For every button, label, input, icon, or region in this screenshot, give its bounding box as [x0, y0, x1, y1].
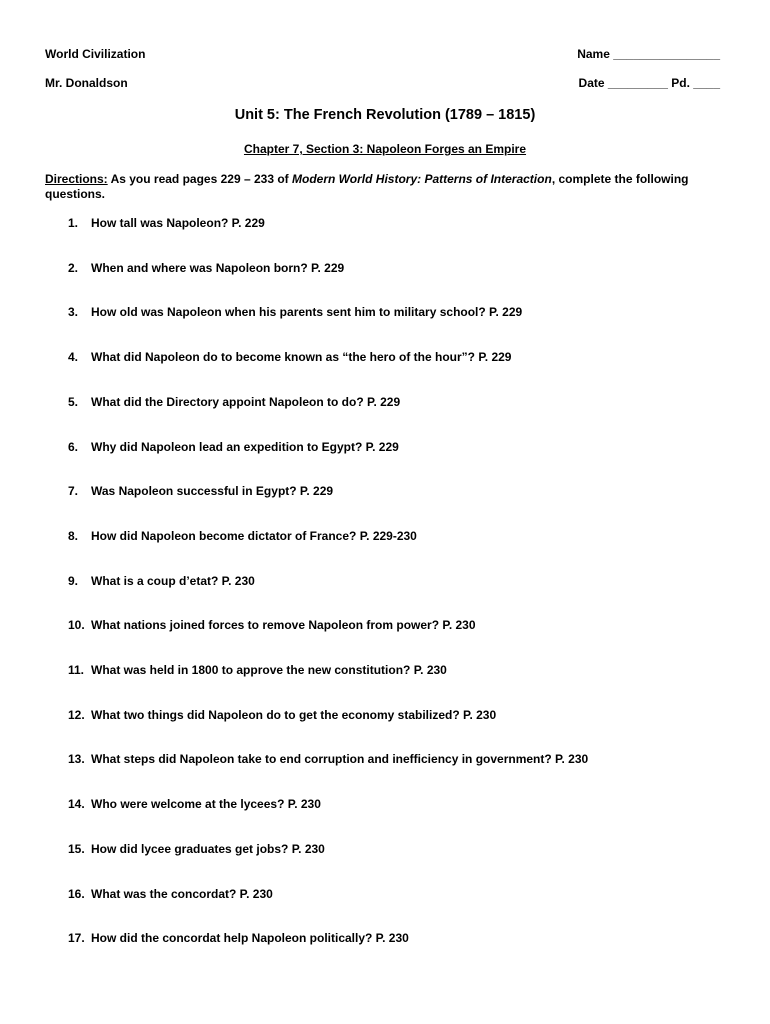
- question-item: [68, 529, 417, 543]
- student-name-line: Name ________________: [577, 47, 720, 61]
- question-item: [68, 216, 265, 230]
- question-item: [68, 752, 588, 766]
- question-item: [68, 305, 522, 319]
- teacher-name: Mr. Donaldson: [45, 76, 128, 90]
- question-item: [68, 395, 400, 409]
- question-item: [68, 618, 476, 632]
- question-text: How old was Napoleon when his parents sent him to military school? P. 229: [91, 305, 523, 319]
- question-item: [68, 663, 447, 677]
- question-item: [68, 261, 344, 275]
- question-number: 11.: [68, 663, 85, 677]
- question-text: What two things did Napoleon do to get the economy stabilized? P. 230: [91, 708, 497, 722]
- question-number: 9.: [68, 574, 79, 588]
- date-period-line: Date _________ Pd. ____: [578, 76, 720, 90]
- question-text: What did the Directory appoint Napoleon to do? P. 229: [91, 395, 401, 409]
- question-item: [68, 931, 409, 945]
- question-number: 12.: [68, 708, 85, 722]
- question-number: 3.: [68, 305, 79, 319]
- question-number: 10.: [68, 618, 85, 632]
- directions-paragraph: [45, 172, 725, 202]
- question-text: How did lycee graduates get jobs? P. 230: [91, 842, 325, 856]
- question-text: What is a coup d’etat? P. 230: [91, 574, 255, 588]
- question-text: What steps did Napoleon take to end corruption and inefficiency in government? P. 230: [91, 752, 589, 766]
- question-text: Was Napoleon successful in Egypt? P. 229: [91, 484, 334, 498]
- question-text: How did Napoleon become dictator of France? P. 229-230: [91, 529, 417, 543]
- question-number: 13.: [68, 752, 85, 766]
- question-item: [68, 797, 321, 811]
- course-name: World Civilization: [45, 47, 146, 61]
- question-number: 14.: [68, 797, 85, 811]
- question-number: 2.: [68, 261, 79, 275]
- question-number: 15.: [68, 842, 85, 856]
- directions-text-after: , complete the following questions.: [45, 172, 689, 201]
- question-item: [68, 842, 325, 856]
- directions-label: Directions:: [45, 172, 108, 186]
- question-text: What did Napoleon do to become known as “the hero of the hour”? P. 229: [91, 350, 512, 364]
- question-number: 8.: [68, 529, 79, 543]
- question-item: [68, 708, 496, 722]
- question-text: Who were welcome at the lycees? P. 230: [91, 797, 321, 811]
- question-item: [68, 574, 255, 588]
- question-text: How tall was Napoleon? P. 229: [91, 216, 265, 230]
- directions-text-before: As you read pages 229 – 233 of: [107, 172, 292, 186]
- chapter-heading: Chapter 7, Section 3: Napoleon Forges an Empire: [243, 142, 527, 156]
- question-number: 7.: [68, 484, 79, 498]
- question-text: What nations joined forces to remove Napoleon from power? P. 230: [91, 618, 476, 632]
- question-text: What was held in 1800 to approve the new constitution? P. 230: [91, 663, 447, 677]
- question-text: When and where was Napoleon born? P. 229: [91, 261, 345, 275]
- question-number: 1.: [68, 216, 79, 230]
- question-item: [68, 440, 399, 454]
- question-number: 6.: [68, 440, 79, 454]
- question-text: How did the concordat help Napoleon politically? P. 230: [91, 931, 409, 945]
- question-text: What was the concordat? P. 230: [91, 887, 273, 901]
- question-number: 4.: [68, 350, 79, 364]
- question-number: 5.: [68, 395, 79, 409]
- page-title: Unit 5: The French Revolution (1789 – 1815): [234, 107, 536, 123]
- question-item: [68, 887, 273, 901]
- question-item: [68, 350, 511, 364]
- textbook-title: Modern World History: Patterns of Interaction: [292, 172, 552, 186]
- question-number: 16.: [68, 887, 85, 901]
- question-text: Why did Napoleon lead an expedition to Egypt? P. 229: [91, 440, 399, 454]
- question-item: [68, 484, 333, 498]
- question-number: 17.: [68, 931, 85, 945]
